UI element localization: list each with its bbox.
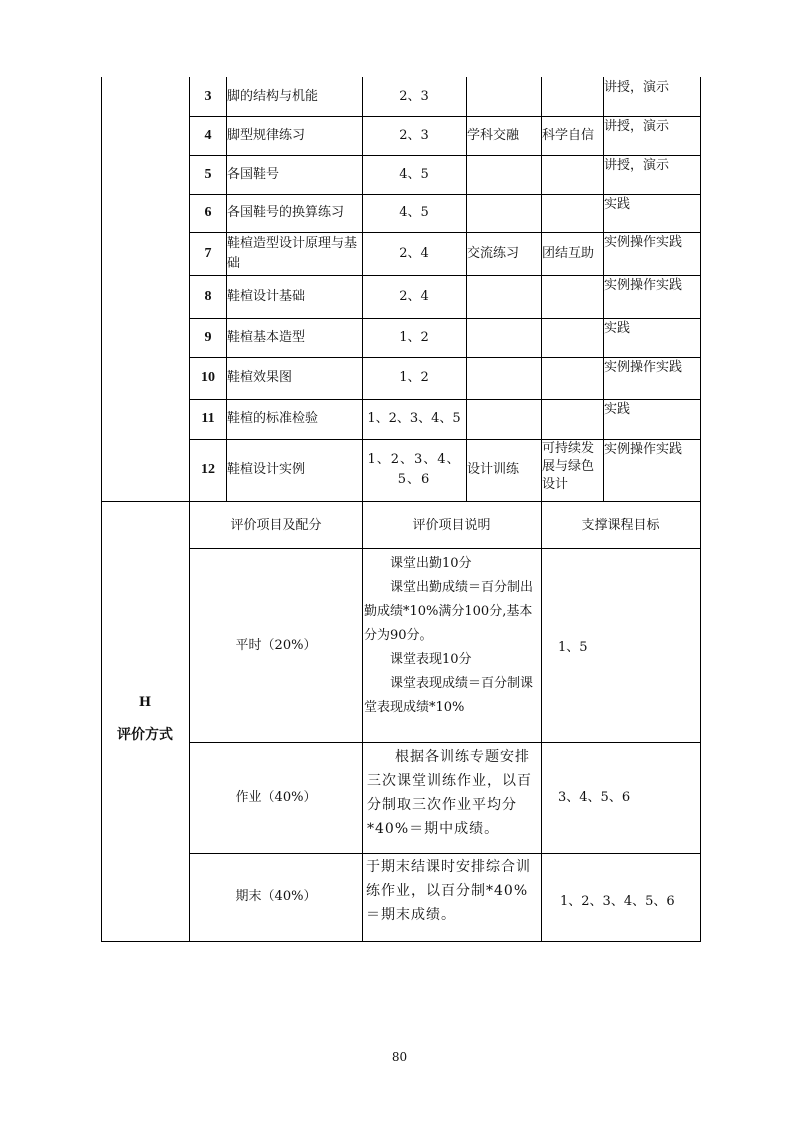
eval-desc-regular xyxy=(363,552,541,740)
grid-line xyxy=(189,116,701,117)
row-topic: 鞋楦的标准检验 xyxy=(227,411,319,426)
eval-desc-homework: 根据各训练专题安排三次课堂训练作业，以百分制取三次作业平均分*40%＝期中成绩。 xyxy=(367,749,532,837)
row-element xyxy=(541,155,603,194)
grid-line xyxy=(189,275,701,276)
grid-line xyxy=(189,399,701,400)
grid-line xyxy=(603,77,604,502)
row-goals: 1、2、3、4、5 xyxy=(367,411,461,426)
grid-line xyxy=(189,318,701,319)
row-topic: 脚型规律练习 xyxy=(227,127,306,143)
row-ideology xyxy=(466,399,541,439)
row-ideology xyxy=(466,77,541,116)
row-goals: 4、5 xyxy=(399,205,429,220)
eval-goals-final: 1、2、3、4、5、6 xyxy=(560,894,675,909)
grid-line xyxy=(189,77,190,942)
row-method: 实践 xyxy=(604,402,631,417)
row-number: 12 xyxy=(201,462,215,477)
grid-line xyxy=(101,941,701,942)
grid-line xyxy=(362,77,363,502)
grid-line xyxy=(189,232,701,233)
page-number: 80 xyxy=(391,1050,408,1064)
row-topic: 各国鞋号的换算练习 xyxy=(227,205,345,220)
row-element: 团结互助 xyxy=(542,245,595,261)
row-goals: 1、2 xyxy=(399,370,429,385)
grid-line xyxy=(189,853,701,854)
eval-header-goals: 支撑课程目标 xyxy=(581,517,660,533)
grid-line xyxy=(541,77,542,502)
row-element: 科学自信 xyxy=(542,127,595,143)
eval-item-final: 期末（40%） xyxy=(235,889,317,904)
row-goals: 4、5 xyxy=(399,166,429,182)
row-method: 讲授，演示 xyxy=(604,158,670,173)
row-number: 10 xyxy=(201,370,215,385)
eval-header-desc: 评价项目说明 xyxy=(412,517,491,533)
eval-goals-homework: 3、4、5、6 xyxy=(558,790,631,805)
row-ideology xyxy=(466,275,541,318)
row-goals: 2、4 xyxy=(399,245,429,261)
grid-line xyxy=(362,501,363,942)
row-element xyxy=(541,399,603,439)
row-element xyxy=(541,194,603,232)
row-method: 实例操作实践 xyxy=(604,360,683,375)
grid-line xyxy=(541,501,542,942)
row-topic: 脚的结构与机能 xyxy=(227,88,319,104)
row-method: 实践 xyxy=(604,197,631,212)
row-method: 实践 xyxy=(604,321,631,336)
desc-line: 课堂表现成绩＝百分制课堂表现成绩*10% xyxy=(364,676,534,715)
row-topic: 鞋楦效果图 xyxy=(227,370,293,385)
row-topic: 鞋楦设计基础 xyxy=(227,288,306,304)
section-title: 评价方式 xyxy=(117,727,173,743)
grid-line xyxy=(189,439,701,440)
row-topic: 各国鞋号 xyxy=(227,166,280,182)
row-method: 实例操作实践 xyxy=(604,235,683,250)
row-ideology: 设计训练 xyxy=(467,462,520,477)
desc-line: 课堂出勤成绩＝百分制出勤成绩*10%满分100分,基本分为90分。 xyxy=(364,580,534,643)
grid-line xyxy=(189,194,701,195)
row-number: 8 xyxy=(204,288,212,304)
grid-line xyxy=(189,742,701,743)
row-goals: 2、3 xyxy=(399,88,429,104)
row-ideology: 交流练习 xyxy=(467,245,520,261)
row-topic: 鞋楦造型设计原理与基础 xyxy=(227,235,358,271)
desc-line: 课堂表现10分 xyxy=(390,652,472,667)
row-ideology xyxy=(466,155,541,194)
eval-item-regular: 平时（20%） xyxy=(235,637,317,653)
row-ideology xyxy=(466,357,541,399)
row-goals: 2、4 xyxy=(399,288,429,304)
row-method: 实例操作实践 xyxy=(604,278,683,293)
row-number: 9 xyxy=(204,329,212,345)
grid-line xyxy=(101,77,102,942)
row-topic: 鞋楦设计实例 xyxy=(227,462,306,477)
row-element xyxy=(541,318,603,357)
row-number: 7 xyxy=(204,245,212,261)
grid-line xyxy=(189,155,701,156)
grid-line xyxy=(226,77,227,502)
row-goals: 1、2 xyxy=(399,329,429,345)
row-number: 11 xyxy=(201,411,215,426)
eval-item-homework: 作业（40%） xyxy=(235,789,317,805)
row-number: 5 xyxy=(204,166,212,182)
row-method: 讲授，演示 xyxy=(604,80,670,95)
row-goals: 2、3 xyxy=(399,127,429,143)
row-number: 4 xyxy=(204,127,212,143)
row-number: 3 xyxy=(204,88,212,104)
desc-line: 课堂出勤10分 xyxy=(390,556,472,571)
row-element xyxy=(541,77,603,116)
row-number: 6 xyxy=(204,205,212,220)
grid-line xyxy=(101,501,701,502)
section-letter: H xyxy=(138,695,152,710)
eval-goals-regular: 1、5 xyxy=(558,640,588,655)
grid-line xyxy=(189,357,701,358)
eval-desc-final: 于期末结课时安排综合训练作业，以百分制*40%＝期末成绩。 xyxy=(366,859,531,923)
grid-line xyxy=(466,77,467,502)
row-ideology: 学科交融 xyxy=(467,127,520,143)
row-element: 可持续发展与绿色设计 xyxy=(542,441,595,492)
grid-line xyxy=(700,77,701,942)
eval-header-item: 评价项目及配分 xyxy=(230,517,322,533)
row-element xyxy=(541,357,603,399)
row-element xyxy=(541,275,603,318)
row-method: 实例操作实践 xyxy=(604,442,683,457)
row-method: 讲授，演示 xyxy=(604,119,670,134)
row-goals: 1、2、3、4、5、6 xyxy=(367,452,461,487)
grid-line xyxy=(189,548,701,549)
row-ideology xyxy=(466,318,541,357)
row-ideology xyxy=(466,194,541,232)
row-topic: 鞋楦基本造型 xyxy=(227,329,306,345)
